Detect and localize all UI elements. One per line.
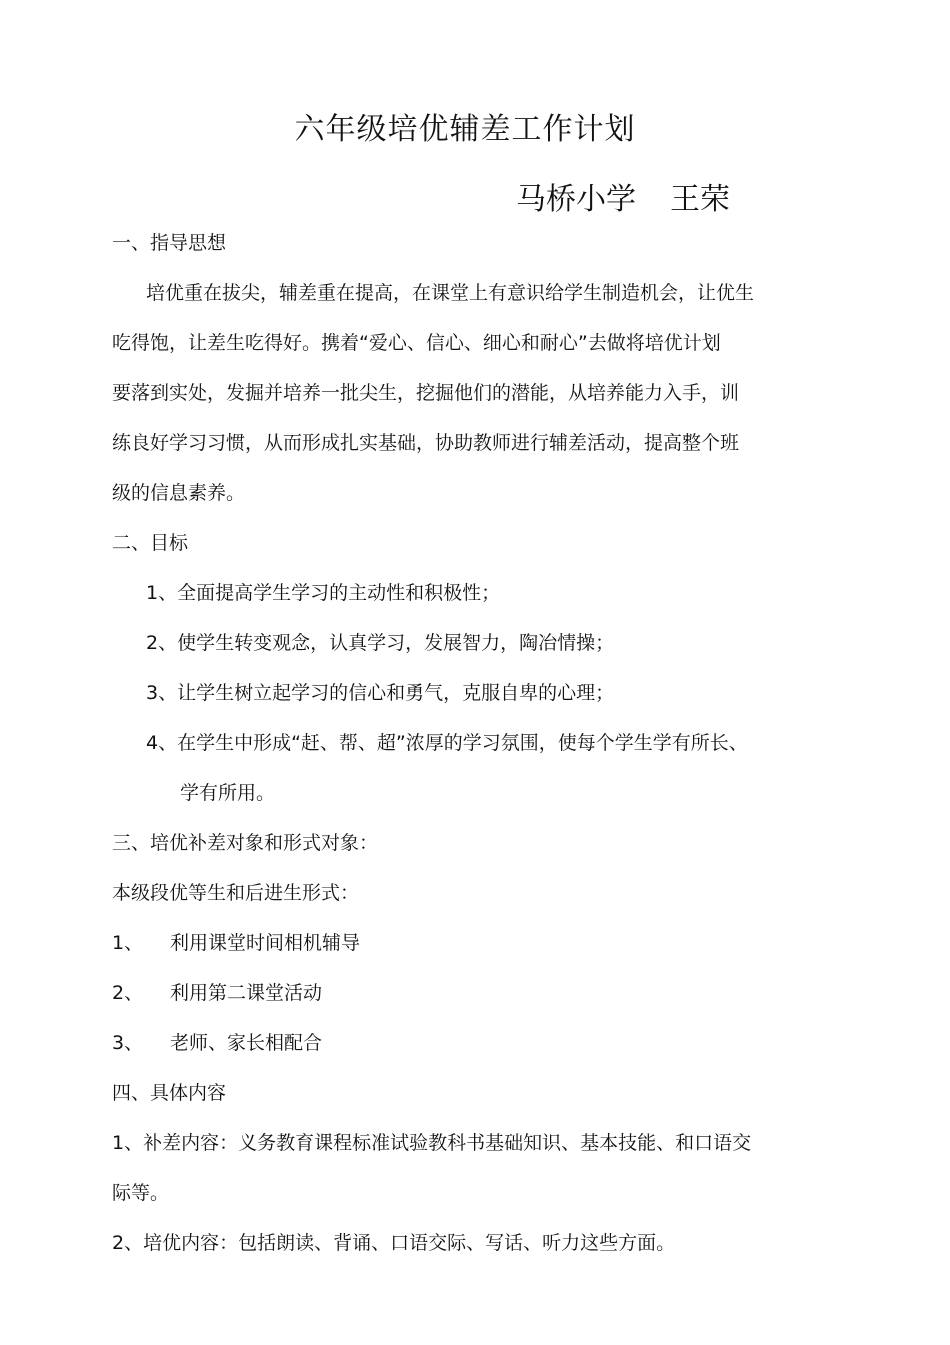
section-heading-guiding-ideas: 一、指导思想 (112, 232, 227, 254)
content-item-continuation: 际等。 (112, 1182, 170, 1204)
section-heading-targets: 三、培优补差对象和形式对象： (112, 832, 379, 854)
content-item: 1、补差内容：义务教育课程标准试验教科书基础知识、基本技能、和口语交 (112, 1132, 752, 1154)
paragraph-line: 级的信息素养。 (112, 482, 246, 504)
goal-item: 1、全面提高学生学习的主动性和积极性； (146, 582, 501, 604)
form-item-text: 利用第二课堂活动 (170, 982, 323, 1004)
author-name: 王荣 (670, 182, 730, 217)
paragraph-line: 吃得饱，让差生吃得好。携着“爱心、信心、细心和耐心”去做将培优计划 (112, 332, 721, 354)
paragraph-line: 练良好学习习惯，从而形成扎实基础，协助教师进行辅差活动，提高整个班 (112, 432, 740, 454)
form-item-text: 老师、家长相配合 (170, 1032, 323, 1054)
form-item-number: 3、 (112, 1032, 144, 1054)
goal-item-continuation: 学有所用。 (180, 782, 276, 804)
form-item (112, 1028, 322, 1058)
goal-item: 3、让学生树立起学习的信心和勇气，克服自卑的心理； (146, 682, 615, 704)
form-item (112, 978, 322, 1008)
form-item (112, 928, 360, 958)
goal-item: 2、使学生转变观念，认真学习，发展智力，陶冶情操； (146, 632, 615, 654)
section-heading-content: 四、具体内容 (112, 1082, 227, 1104)
paragraph-line: 要落到实处，发掘并培养一批尖生，挖掘他们的潜能，从培养能力入手，训 (112, 382, 740, 404)
document-title: 六年级培优辅差工作计划 (294, 112, 636, 147)
form-item-number: 1、 (112, 932, 144, 954)
author-school: 马桥小学 (516, 182, 636, 217)
form-subheading: 本级段优等生和后进生形式： (112, 882, 360, 904)
author-line (516, 178, 730, 222)
paragraph-line: 培优重在拔尖，辅差重在提高，在课堂上有意识给学生制造机会，让优生 (146, 282, 755, 304)
form-item-number: 2、 (112, 982, 144, 1004)
goal-item: 4、在学生中形成“赶、帮、超”浓厚的学习氛围，使每个学生学有所长、 (146, 732, 748, 754)
content-item: 2、培优内容：包括朗读、背诵、口语交际、写话、听力这些方面。 (112, 1232, 676, 1254)
section-heading-goals: 二、目标 (112, 532, 189, 554)
form-item-text: 利用课堂时间相机辅导 (170, 932, 361, 954)
